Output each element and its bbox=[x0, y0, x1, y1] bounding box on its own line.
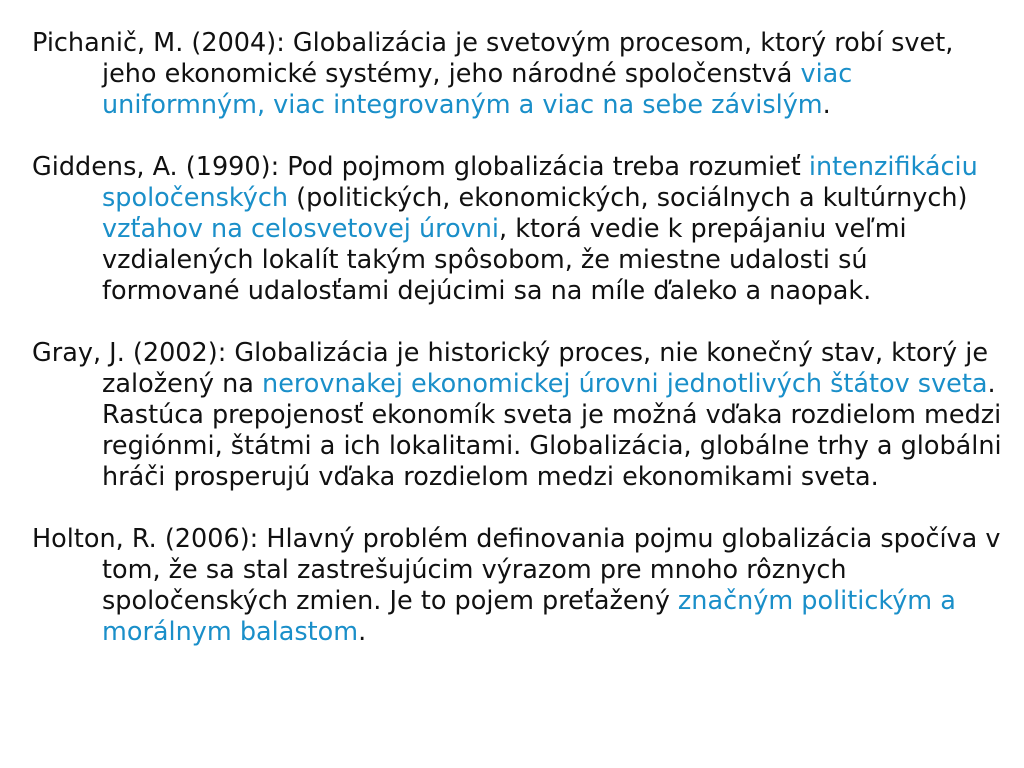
slide-body bbox=[32, 28, 1012, 679]
citation-gray bbox=[32, 338, 1012, 493]
highlighted-phrase: intenzifikáciu spoločenských bbox=[102, 152, 978, 213]
entry-text: . Rastúca prepojenosť ekonomík sveta je možná vďaka rozdielom medzi regiónmi, štátmi a ich lokalitami. Globalizácia, globálne trhy a globálni hráči prosperujú vďaka rozdielom medzi ekonomikami sveta. bbox=[102, 369, 1002, 492]
entry-text: Giddens, A. (1990): Pod pojmom globalizácia treba rozumieť bbox=[32, 152, 809, 182]
citation-giddens bbox=[32, 152, 1012, 307]
highlighted-phrase: nerovnakej ekonomickej úrovni jednotlivých štátov sveta bbox=[262, 369, 988, 399]
entry-text: Holton, R. (2006): Hlavný problém definovania pojmu globalizácia spočíva v tom, že sa stal zastrešujúcim výrazom pre mnoho rôznych spoločenských zmien. Je to pojem preťažený bbox=[32, 524, 1001, 616]
highlighted-phrase: značným politickým a morálnym balastom bbox=[102, 586, 956, 647]
entry-text: , ktorá vedie k prepájaniu veľmi vzdialených lokalít takým spôsobom, že miestne udalosti sú formované udalosťami dejúcimi sa na míle ďaleko a naopak. bbox=[102, 214, 907, 306]
citation-holton bbox=[32, 524, 1012, 648]
highlighted-phrase: vzťahov na celosvetovej úrovni bbox=[102, 214, 500, 244]
entry-text: Gray, J. (2002): Globalizácia je historický proces, nie konečný stav, ktorý je založený na bbox=[32, 338, 989, 399]
entry-text: (politických, ekonomických, sociálnych a kultúrnych) bbox=[288, 183, 968, 213]
entry-text: . bbox=[822, 90, 831, 120]
citation-pichanic bbox=[32, 28, 1012, 121]
entry-text: Pichanič, M. (2004): Globalizácia je svetovým procesom, ktorý robí svet, jeho ekonomické systémy, jeho národné spoločenstvá bbox=[32, 28, 954, 89]
entry-text: . bbox=[358, 617, 367, 647]
highlighted-phrase: viac uniformným, viac integrovaným a viac na sebe závislým bbox=[102, 59, 853, 120]
